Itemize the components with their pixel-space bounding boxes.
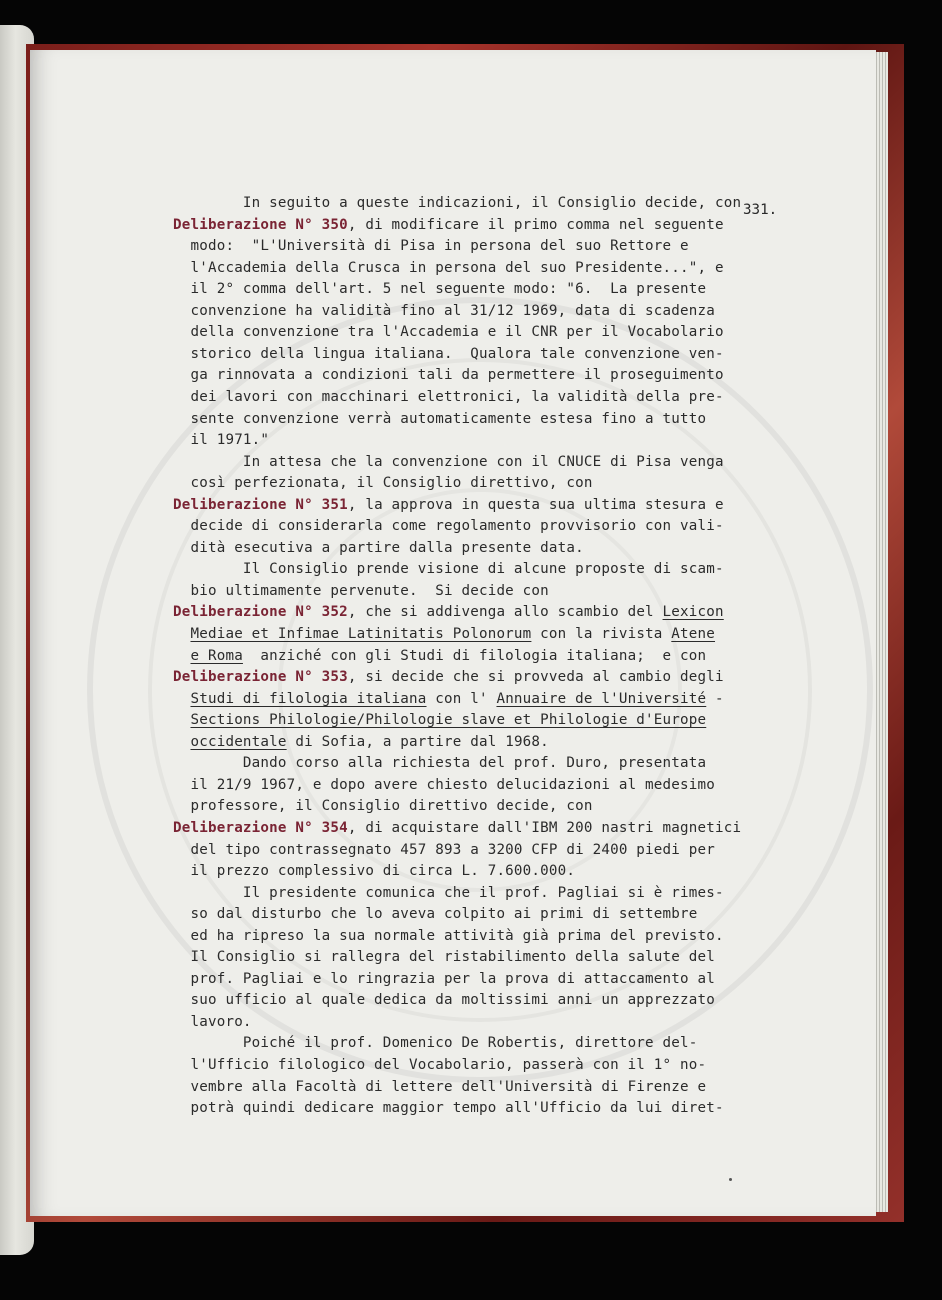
underlined-title: Studi di filologia italiana xyxy=(190,690,427,707)
text-segment: vembre alla Facoltà di lettere dell'Università di Firenze e xyxy=(173,1078,707,1095)
text-segment: decide di considerarla come regolamento provvisorio con vali- xyxy=(173,518,724,535)
text-segment: , che si addivenga allo scambio del xyxy=(347,604,663,621)
text-segment: anziché con gli Studi di filologia italiana; e con xyxy=(242,647,707,664)
underlined-title: occidentale xyxy=(190,733,287,750)
text-segment xyxy=(173,712,190,728)
text-segment: bio ultimamente pervenute. Si decide con xyxy=(173,582,549,599)
deliberation-label: Deliberazione N° 351 xyxy=(173,496,348,513)
text-segment: Poiché il prof. Domenico De Robertis, direttore del- xyxy=(173,1035,698,1052)
underlined-title: Mediae et Infimae Latinitatis Polonorum xyxy=(190,626,532,642)
text-line xyxy=(173,281,706,297)
text-segment: prof. Pagliai e lo ringrazia per la prova di attaccamento al xyxy=(173,970,715,987)
text-line xyxy=(173,195,741,211)
underlined-title: Atene xyxy=(671,626,716,642)
text-segment: storico della lingua italiana. Qualora tale convenzione ven- xyxy=(173,345,724,362)
text-line xyxy=(173,1014,252,1030)
text-segment: sente convenzione verrà automaticamente estesa fino a tutto xyxy=(173,410,707,427)
text-segment: In attesa che la convenzione con il CNUCE di Pisa venga xyxy=(173,453,724,470)
text-segment: del tipo contrassegnato 457 893 a 3200 CFP di 2400 piedi per xyxy=(173,841,715,858)
text-segment: ga rinnovata a condizioni tali da permettere il proseguimento xyxy=(173,367,724,384)
text-line xyxy=(173,928,724,944)
text-segment: convenzione ha validità fino al 31/12 1969, data di scadenza xyxy=(173,302,715,319)
text-line xyxy=(173,648,706,664)
text-segment: di Sofia, a partire dal 1968. xyxy=(286,733,549,750)
text-segment: , di acquistare dall'IBM 200 nastri magnetici xyxy=(347,819,742,836)
text-line xyxy=(173,1079,706,1095)
deliberation-label: Deliberazione N° 354 xyxy=(173,819,348,836)
text-line xyxy=(173,217,724,233)
text-segment: Dando corso alla richiesta del prof. Duro, presentata xyxy=(173,755,707,772)
text-line xyxy=(173,561,724,577)
text-line xyxy=(173,411,706,427)
text-segment: modo: "L'Università di Pisa in persona del suo Rettore e xyxy=(173,238,689,255)
text-line xyxy=(173,238,689,254)
text-line xyxy=(173,497,724,513)
text-segment: Il presidente comunica che il prof. Pagliai si è rimes- xyxy=(173,884,724,901)
text-segment: , si decide che si provveda al cambio degli xyxy=(347,669,724,686)
text-line xyxy=(173,389,724,405)
underlined-title: Lexicon xyxy=(662,604,724,621)
text-segment: dei lavori con macchinari elettronici, la validità della pre- xyxy=(173,388,724,405)
text-line xyxy=(173,454,724,470)
text-line xyxy=(173,712,706,728)
underlined-title: e Roma xyxy=(190,647,243,664)
text-line xyxy=(173,971,715,987)
text-line xyxy=(173,346,724,362)
text-segment: così perfezionata, il Consiglio direttivo, con xyxy=(173,475,593,492)
text-segment: potrà quindi dedicare maggior tempo all'Ufficio da lui diret- xyxy=(173,1100,724,1117)
underlined-title: Annuaire de l'Université xyxy=(496,690,707,707)
text-segment: suo ufficio al quale dedica da moltissimi anni un apprezzato xyxy=(173,992,715,1009)
text-segment: - xyxy=(706,690,724,707)
text-segment: In seguito a queste indicazioni, il Consiglio decide, con xyxy=(173,195,742,211)
text-line xyxy=(173,885,724,901)
text-segment: Il Consiglio prende visione di alcune proposte di scam- xyxy=(173,561,724,578)
text-segment: professore, il Consiglio direttivo decide, con xyxy=(173,798,593,815)
text-segment: , di modificare il primo comma nel seguente xyxy=(347,216,724,233)
text-segment: il prezzo complessivo di circa L. 7.600.000. xyxy=(173,863,576,880)
text-line xyxy=(173,820,741,836)
deliberation-label: Deliberazione N° 353 xyxy=(173,669,348,686)
document-page xyxy=(30,50,876,1216)
text-line xyxy=(173,755,706,771)
text-segment: dità esecutiva a partire dalla presente data. xyxy=(173,539,584,556)
text-line xyxy=(173,992,715,1008)
text-segment: con l' xyxy=(426,690,497,707)
text-segment xyxy=(173,734,190,750)
text-segment: Il Consiglio si rallegra del ristabilimento della salute del xyxy=(173,949,715,966)
text-line xyxy=(173,798,593,814)
underlined-title: Sections Philologie/Philologie slave et Philologie d'Europe xyxy=(190,712,707,729)
text-line xyxy=(173,432,269,448)
deliberation-label: Deliberazione N° 350 xyxy=(173,216,348,233)
text-line xyxy=(173,518,724,534)
text-line xyxy=(173,475,593,491)
text-segment xyxy=(173,691,190,707)
text-line xyxy=(173,303,715,319)
text-line xyxy=(173,669,724,685)
text-segment: il 2° comma dell'art. 5 nel seguente modo: "6. La presente xyxy=(173,281,707,298)
text-line xyxy=(173,604,724,620)
text-line xyxy=(173,324,724,340)
text-segment: , la approva in questa sua ultima stesura e xyxy=(347,496,724,513)
text-segment: lavoro. xyxy=(173,1013,252,1030)
text-line xyxy=(173,777,715,793)
text-segment: ed ha ripreso la sua normale attività già prima del previsto. xyxy=(173,927,724,944)
text-segment xyxy=(173,626,190,642)
text-line xyxy=(173,949,715,965)
text-line xyxy=(173,260,724,276)
text-line xyxy=(173,1035,698,1051)
page-number: 331. xyxy=(743,202,778,218)
text-segment: con la rivista xyxy=(531,626,672,642)
text-line xyxy=(173,1057,706,1073)
text-line xyxy=(173,367,724,383)
text-line xyxy=(173,906,698,922)
text-line xyxy=(173,863,575,879)
text-line xyxy=(173,691,724,707)
text-segment: della convenzione tra l'Accademia e il CNR per il Vocabolario xyxy=(173,324,724,341)
text-segment: il 1971." xyxy=(173,432,270,449)
text-segment: l'Accademia della Crusca in persona del suo Presidente...", e xyxy=(173,259,724,276)
deliberation-label: Deliberazione N° 352 xyxy=(173,604,348,621)
text-line xyxy=(173,540,584,556)
text-line xyxy=(173,626,715,642)
text-segment xyxy=(173,648,190,664)
text-line xyxy=(173,842,715,858)
text-line xyxy=(173,1100,724,1116)
speck-mark xyxy=(729,1178,732,1181)
text-segment: so dal disturbo che lo aveva colpito ai primi di settembre xyxy=(173,906,698,923)
text-line xyxy=(173,734,549,750)
text-segment: il 21/9 1967, e dopo avere chiesto delucidazioni al medesimo xyxy=(173,776,715,793)
text-line xyxy=(173,583,549,599)
text-segment: l'Ufficio filologico del Vocabolario, passerà con il 1° no- xyxy=(173,1057,707,1073)
